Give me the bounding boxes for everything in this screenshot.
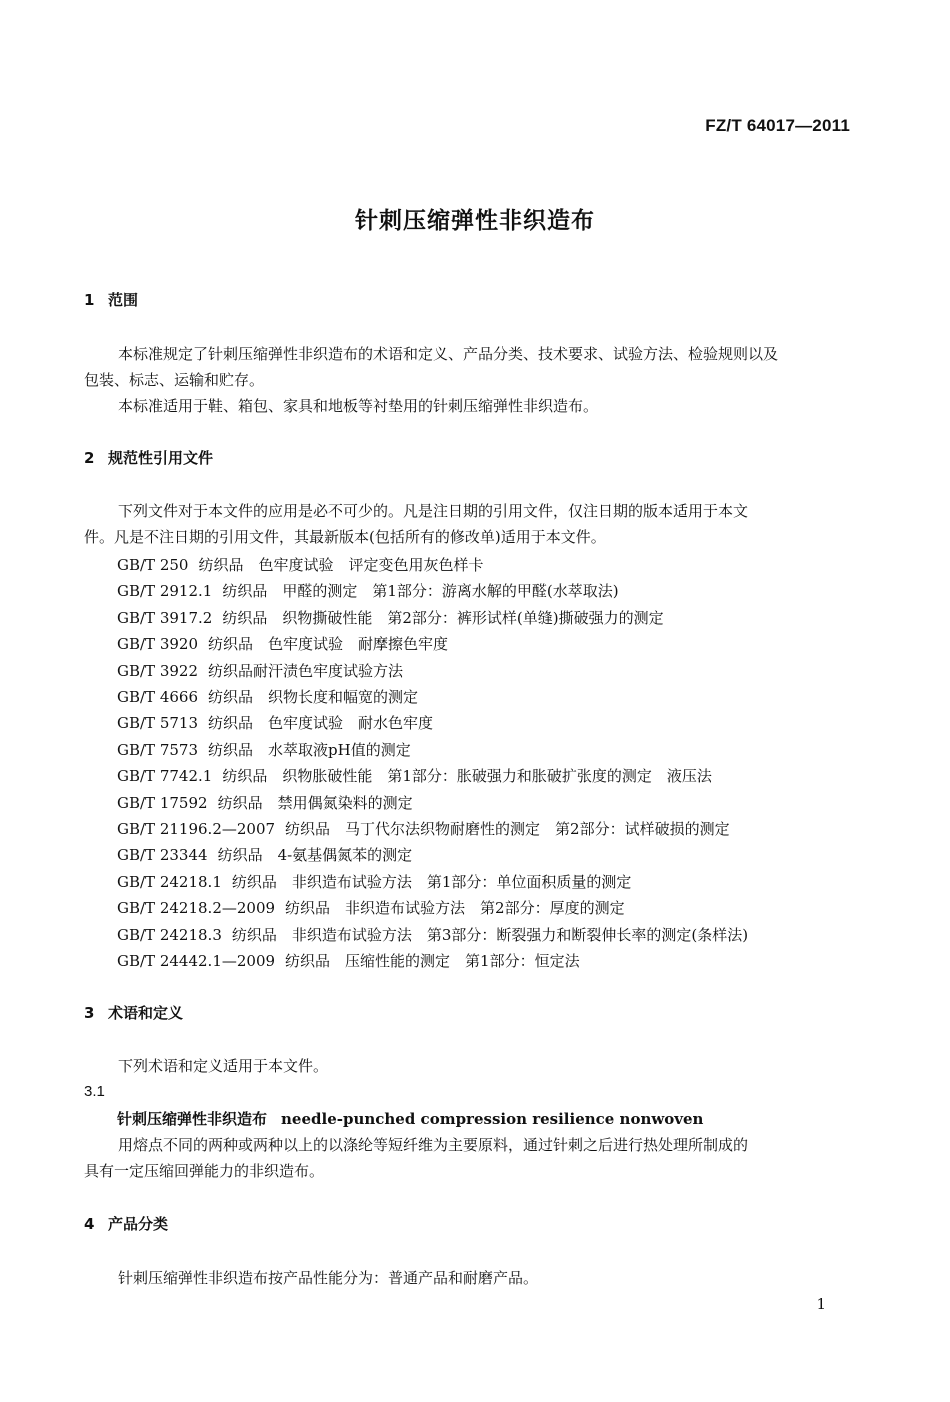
- section-title: 规范性引用文件: [108, 449, 214, 467]
- reference-title: 纺织品 水萃取液pH值的测定: [208, 740, 411, 759]
- reference-code: GB/T 7573: [117, 740, 199, 759]
- section-number: 4: [84, 1215, 95, 1233]
- terms-intro: [84, 1053, 854, 1079]
- section-2-heading: [84, 447, 213, 468]
- scope-paragraph-1: [84, 341, 854, 393]
- reference-code: GB/T 23344: [117, 846, 208, 865]
- reference-item: [117, 948, 748, 974]
- reference-code: GB/T 5713: [117, 714, 199, 733]
- reference-item: [117, 737, 748, 763]
- reference-item: [117, 631, 748, 657]
- section-1-heading: [84, 289, 138, 310]
- reference-code: GB/T 3920: [117, 635, 199, 654]
- section-title: 术语和定义: [108, 1004, 184, 1022]
- section-3-heading: [84, 1002, 183, 1023]
- reference-title: 纺织品 禁用偶氮染料的测定: [217, 793, 413, 812]
- references-intro: [84, 498, 854, 550]
- scope-paragraph-2: [84, 393, 854, 419]
- section-number: 2: [84, 449, 95, 467]
- text-line: 具有一定压缩回弹能力的非织造布。: [84, 1162, 325, 1180]
- text-line: 包装、标志、运输和贮存。: [84, 371, 265, 389]
- text-line: 本标准规定了针刺压缩弹性非织造布的术语和定义、产品分类、技术要求、试验方法、检验规则以及: [118, 345, 779, 363]
- reference-code: GB/T 24218.3: [117, 925, 222, 944]
- section-number: 3: [84, 1004, 95, 1022]
- text-line: 用熔点不同的两种或两种以上的以涤纶等短纤维为主要原料，通过针刺之后进行热处理所制成的: [118, 1136, 749, 1154]
- reference-code: GB/T 3917.2: [117, 608, 213, 627]
- reference-code: GB/T 3922: [117, 661, 199, 680]
- text-line: 针刺压缩弹性非织造布按产品性能分为：普通产品和耐磨产品。: [118, 1269, 539, 1287]
- reference-title: 纺织品 织物胀破性能 第1部分：胀破强力和胀破扩张度的测定 液压法: [222, 767, 712, 786]
- page-number: 1: [816, 1295, 826, 1313]
- reference-item: [117, 658, 748, 684]
- reference-item: [117, 869, 748, 895]
- term-definition: [84, 1132, 854, 1184]
- reference-code: GB/T 24218.1: [117, 872, 222, 891]
- reference-code: GB/T 2912.1: [117, 582, 213, 601]
- reference-code: GB/T 250: [117, 556, 189, 574]
- reference-item: [117, 790, 748, 816]
- reference-code: GB/T 24218.2—2009: [117, 899, 276, 918]
- clause-number: 3.1: [84, 1083, 105, 1100]
- text-line: 下列术语和定义适用于本文件。: [118, 1057, 329, 1075]
- text-line: 下列文件对于本文件的应用是必不可少的。凡是注日期的引用文件，仅注日期的版本适用于本文: [118, 502, 749, 520]
- reference-list: [117, 552, 748, 975]
- reference-title: 纺织品 非织造布试验方法 第2部分：厚度的测定: [285, 899, 625, 918]
- reference-title: 纺织品 色牢度试验 耐摩擦色牢度: [208, 635, 449, 654]
- reference-title: 纺织品 压缩性能的测定 第1部分：恒定法: [285, 952, 580, 971]
- reference-title: 纺织品 织物撕破性能 第2部分：裤形试样(单缝)撕破强力的测定: [222, 608, 664, 627]
- reference-item: [117, 605, 748, 631]
- reference-title: 纺织品耐汗渍色牢度试验方法: [208, 661, 404, 680]
- reference-item: [117, 763, 748, 789]
- reference-title: 纺织品 非织造布试验方法 第1部分：单位面积质量的测定: [231, 872, 632, 891]
- reference-title: 纺织品 甲醛的测定 第1部分：游离水解的甲醛(水萃取法): [222, 582, 619, 601]
- section-number: 1: [84, 291, 95, 309]
- text-line: 本标准适用于鞋、箱包、家具和地板等衬垫用的针刺压缩弹性非织造布。: [118, 397, 599, 415]
- reference-code: GB/T 17592: [117, 793, 208, 812]
- reference-title: 纺织品 马丁代尔法织物耐磨性的测定 第2部分：试样破损的测定: [285, 820, 730, 839]
- section-title: 产品分类: [108, 1215, 169, 1233]
- reference-item: [117, 684, 748, 710]
- reference-title: 纺织品 色牢度试验 评定变色用灰色样卡: [198, 556, 484, 574]
- term-entry: [117, 1108, 703, 1129]
- reference-title: 纺织品 织物长度和幅宽的测定: [208, 688, 419, 707]
- reference-item: [117, 895, 748, 921]
- reference-item: [117, 816, 748, 842]
- section-title: 范围: [108, 291, 139, 309]
- reference-title: 纺织品 非织造布试验方法 第3部分：断裂强力和断裂伸长率的测定(条样法): [231, 925, 749, 944]
- term-chinese: 针刺压缩弹性非织造布: [117, 1110, 268, 1128]
- classification-text: [84, 1265, 854, 1291]
- reference-code: GB/T 24442.1—2009: [117, 952, 276, 971]
- reference-code: GB/T 21196.2—2007: [117, 820, 276, 839]
- reference-code: GB/T 7742.1: [117, 767, 213, 786]
- standard-code: FZ/T 64017—2011: [705, 116, 850, 135]
- reference-item: [117, 552, 748, 578]
- reference-item: [117, 842, 748, 868]
- section-4-heading: [84, 1213, 168, 1234]
- reference-item: [117, 578, 748, 604]
- term-english: needle-punched compression resilience nonwoven: [281, 1110, 704, 1128]
- document-title: 针刺压缩弹性非织造布: [355, 208, 595, 234]
- reference-item: [117, 922, 748, 948]
- reference-code: GB/T 4666: [117, 688, 199, 707]
- reference-item: [117, 710, 748, 736]
- reference-title: 纺织品 4-氨基偶氮苯的测定: [217, 846, 413, 865]
- text-line: 件。凡是不注日期的引用文件，其最新版本(包括所有的修改单)适用于本文件。: [84, 528, 606, 546]
- reference-title: 纺织品 色牢度试验 耐水色牢度: [208, 714, 434, 733]
